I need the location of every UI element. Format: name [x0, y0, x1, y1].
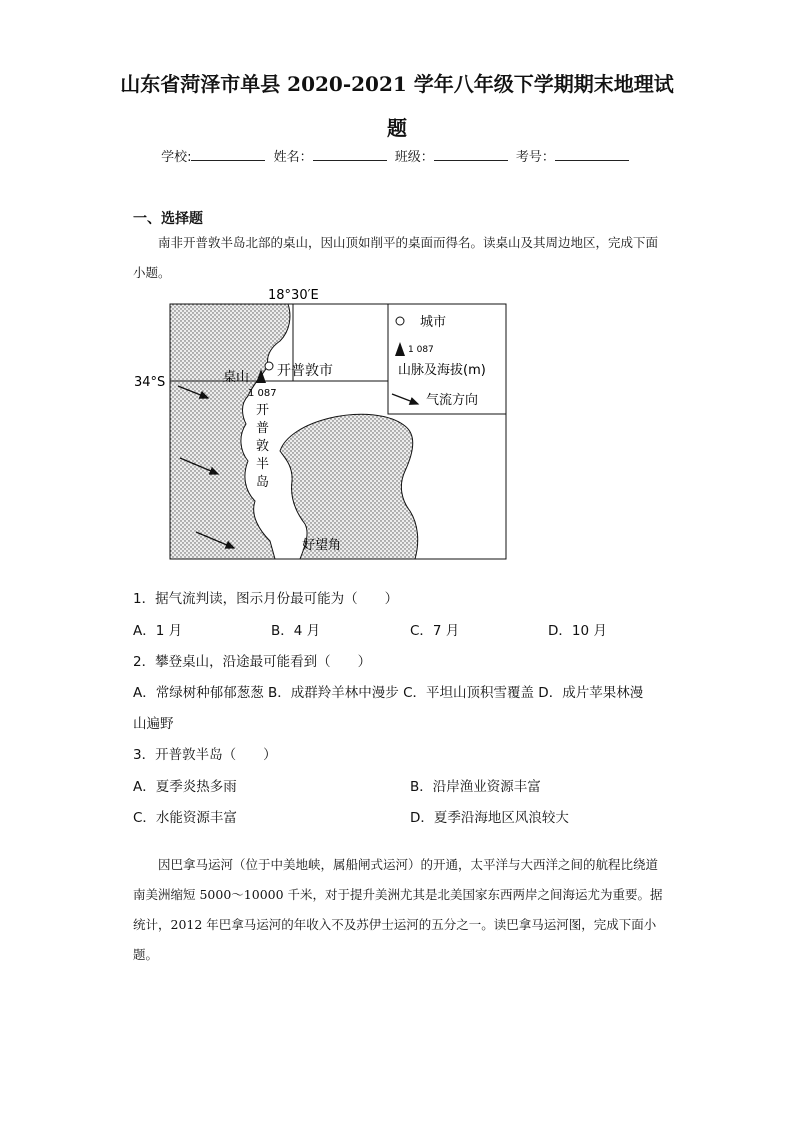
legend-city: 城市	[420, 315, 447, 330]
q3-option-b[interactable]: B．沿岸渔业资源丰富	[410, 779, 541, 795]
name-label: 姓名：	[273, 150, 313, 165]
q3-option-d[interactable]: D．夏季沿海地区风浪较大	[410, 810, 569, 826]
q1-option-b[interactable]: B．4 月	[271, 623, 321, 639]
peninsula-char-2: 普	[256, 421, 270, 436]
peninsula-char-1: 开	[256, 403, 270, 418]
question-3-stem: 3．开普敦半岛（ ）	[133, 747, 277, 763]
intro-paragraph-2: 因巴拿马运河（位于中美地峡，属船闸式运河）的开通，太平洋与大西洋之间的航程比绕道南美洲缩短 5000～10000 千米，对于提升美洲尤其是北美国家东西两岸之间海运尤为重要。据统计，2012 年巴拿马运河的年收入不及苏伊士运河的五分之一。读巴拿马运河图，完成下面小题。	[133, 857, 663, 962]
name-blank[interactable]	[313, 148, 387, 161]
q2-options-continued: 山遍野	[133, 716, 174, 732]
table-mountain-label: 桌山	[223, 370, 250, 385]
city-symbol-icon	[396, 317, 404, 325]
q1-option-a[interactable]: A．1 月	[133, 623, 183, 639]
latitude-label: 34°S	[134, 375, 166, 390]
q1-option-c[interactable]: C．7 月	[410, 623, 460, 639]
peninsula-char-4: 半	[256, 457, 270, 472]
intro-paragraph-1: 南非开普敦半岛北部的桌山，因山顶如削平的桌面而得名。读桌山及其周边地区，完成下面小题。	[133, 235, 659, 280]
section-heading: 一、选择题	[133, 211, 203, 227]
cape-peninsula-map	[130, 286, 550, 566]
class-label: 班级：	[394, 150, 434, 165]
question-2-stem: 2．攀登桌山，沿途最可能看到（ ）	[133, 654, 372, 670]
school-blank[interactable]	[191, 148, 265, 161]
q2-options-line[interactable]: A．常绿树种郁郁葱葱 B．成群羚羊林中漫步 C．平坦山顶积雪覆盖 D．成片苹果林漫	[133, 685, 644, 701]
class-blank[interactable]	[434, 148, 508, 161]
exam-no-label: 考号：	[515, 150, 555, 165]
legend-airflow: 气流方向	[426, 393, 479, 408]
legend-elev: 1 087	[408, 345, 434, 355]
cape-town-city-icon	[265, 362, 273, 370]
q3-option-a[interactable]: A．夏季炎热多雨	[133, 779, 237, 795]
question-1-stem: 1．据气流判读，图示月份最可能为（ ）	[133, 591, 399, 607]
q1-option-d[interactable]: D．10 月	[548, 623, 607, 639]
school-label: 学校:	[161, 150, 192, 165]
q3-option-c[interactable]: C．水能资源丰富	[133, 810, 237, 826]
legend-mountain: 山脉及海拔(m)	[398, 363, 486, 378]
cape-town-label: 开普敦市	[277, 363, 333, 379]
doc-title-line2: 题	[387, 116, 407, 140]
doc-title-line1: 山东省菏泽市单县 2020-2021 学年八年级下学期期末地理试	[120, 72, 674, 96]
peninsula-char-5: 岛	[256, 475, 270, 490]
cape-of-good-hope-label: 好望角	[302, 538, 342, 553]
longitude-label: 18°30′E	[268, 288, 319, 303]
peninsula-char-3: 敦	[256, 439, 270, 454]
student-info-line	[0, 146, 794, 165]
mountain-elevation: 1 087	[248, 388, 277, 399]
exam-no-blank[interactable]	[555, 148, 629, 161]
